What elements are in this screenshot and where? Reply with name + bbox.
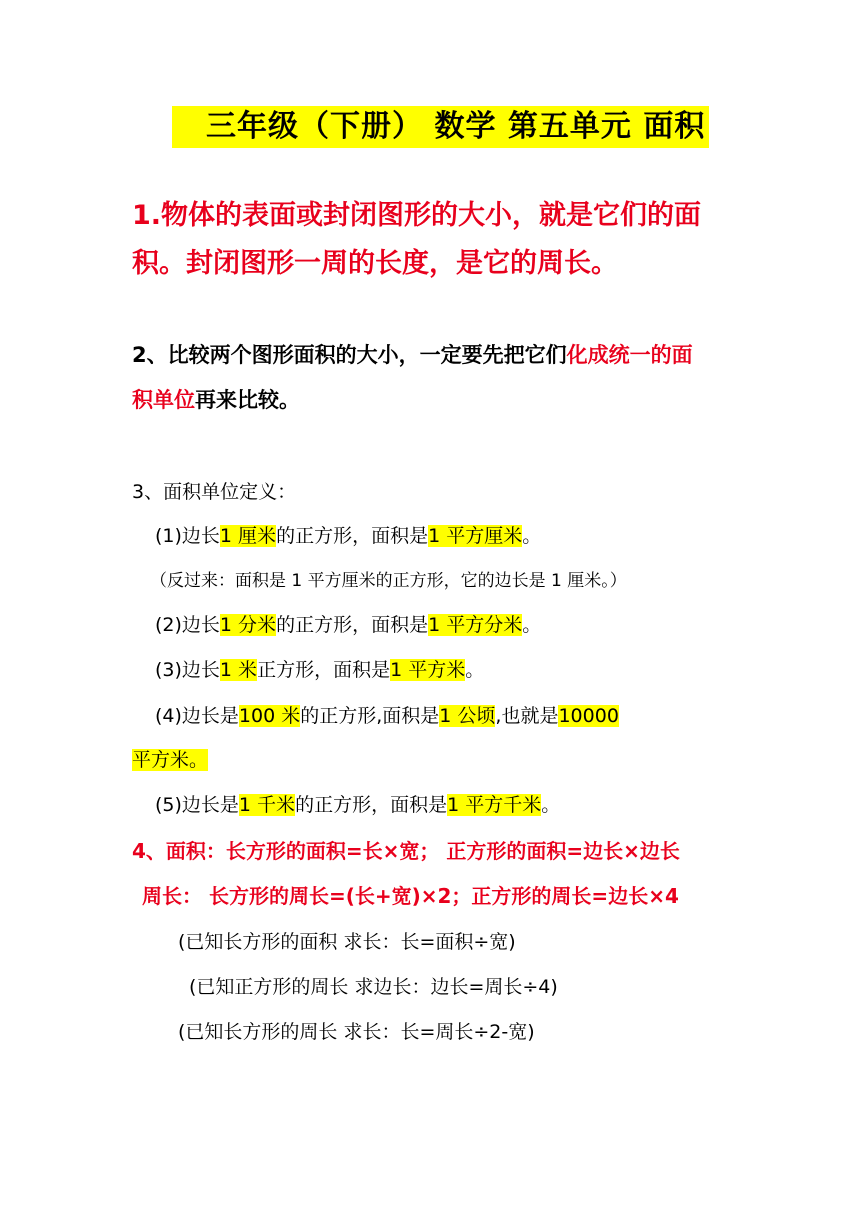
item-highlight: 1 米 bbox=[219, 659, 258, 681]
item-highlight: 1 平方千米 bbox=[447, 794, 542, 816]
item-highlight: 1 千米 bbox=[238, 794, 296, 816]
derived-formula-3: (已知长方形的周长 求长：长=周长÷2-宽) bbox=[178, 1021, 535, 1043]
unit-item-4 bbox=[155, 702, 619, 730]
item-text: (5)边长是 bbox=[155, 794, 239, 816]
derived-formula-1: (已知长方形的面积 求长：长=面积÷宽) bbox=[178, 931, 516, 953]
item-text: 。 bbox=[522, 525, 542, 547]
item-text: (4)边长是 bbox=[155, 705, 239, 727]
item-text: 。 bbox=[465, 659, 485, 681]
item-text: 的正方形,面积是 bbox=[300, 705, 440, 727]
compare-line-1 bbox=[132, 340, 693, 370]
units-heading: 3、面积单位定义： bbox=[132, 481, 297, 503]
compare-text-2: 再来比较。 bbox=[195, 388, 300, 412]
definition-line-2: 积。封闭图形一周的长度，是它的周长。 bbox=[132, 248, 618, 279]
item-text: 的正方形，面积是 bbox=[295, 794, 448, 816]
item-text: 。 bbox=[541, 794, 561, 816]
unit-item-4-cont bbox=[132, 746, 208, 774]
unit-item-2 bbox=[155, 611, 541, 639]
item-text: ,也就是 bbox=[495, 705, 559, 727]
item-highlight: 1 厘米 bbox=[219, 525, 277, 547]
derived-formula-2: (已知正方形的周长 求边长：边长=周长÷4) bbox=[189, 976, 558, 998]
item-highlight: 1 分米 bbox=[219, 614, 277, 636]
item-highlight: 1 平方分米 bbox=[428, 614, 523, 636]
unit-item-3 bbox=[155, 656, 484, 684]
item-text: 的正方形，面积是 bbox=[276, 525, 429, 547]
item-text: 正方形，面积是 bbox=[257, 659, 391, 681]
formula-area: 4、面积：长方形的面积=长×宽； 正方形的面积=边长×边长 bbox=[132, 839, 680, 863]
unit-item-5 bbox=[155, 791, 560, 819]
unit-item-1 bbox=[155, 522, 541, 550]
page-title: 三年级（下册） 数学 第五单元 面积 bbox=[172, 106, 709, 148]
item-highlight: 1 平方米 bbox=[390, 659, 466, 681]
item-highlight: 1 公顷 bbox=[439, 705, 496, 727]
formula-perimeter: 周长： 长方形的周长=(长+宽)×2；正方形的周长=边长×4 bbox=[142, 884, 679, 908]
compare-line-2 bbox=[132, 385, 300, 415]
item-text: 的正方形，面积是 bbox=[276, 614, 429, 636]
item-text: (3)边长 bbox=[155, 659, 220, 681]
item-text: 。 bbox=[522, 614, 542, 636]
item-highlight: 1 平方厘米 bbox=[428, 525, 523, 547]
reverse-note: （反过来：面积是 1 平方厘米的正方形，它的边长是 1 厘米。） bbox=[150, 571, 627, 591]
item-highlight: 100 米 bbox=[238, 705, 301, 727]
item-highlight: 平方米。 bbox=[132, 749, 209, 771]
compare-emphasis-2: 积单位 bbox=[132, 388, 195, 412]
compare-emphasis: 化成统一的面 bbox=[566, 343, 693, 367]
item-text: (1)边长 bbox=[155, 525, 220, 547]
item-highlight: 10000 bbox=[558, 705, 619, 727]
item-text: (2)边长 bbox=[155, 614, 220, 636]
definition-line-1: 1.物体的表面或封闭图形的大小，就是它们的面 bbox=[132, 200, 702, 231]
compare-text: 2、比较两个图形面积的大小，一定要先把它们 bbox=[132, 343, 567, 367]
